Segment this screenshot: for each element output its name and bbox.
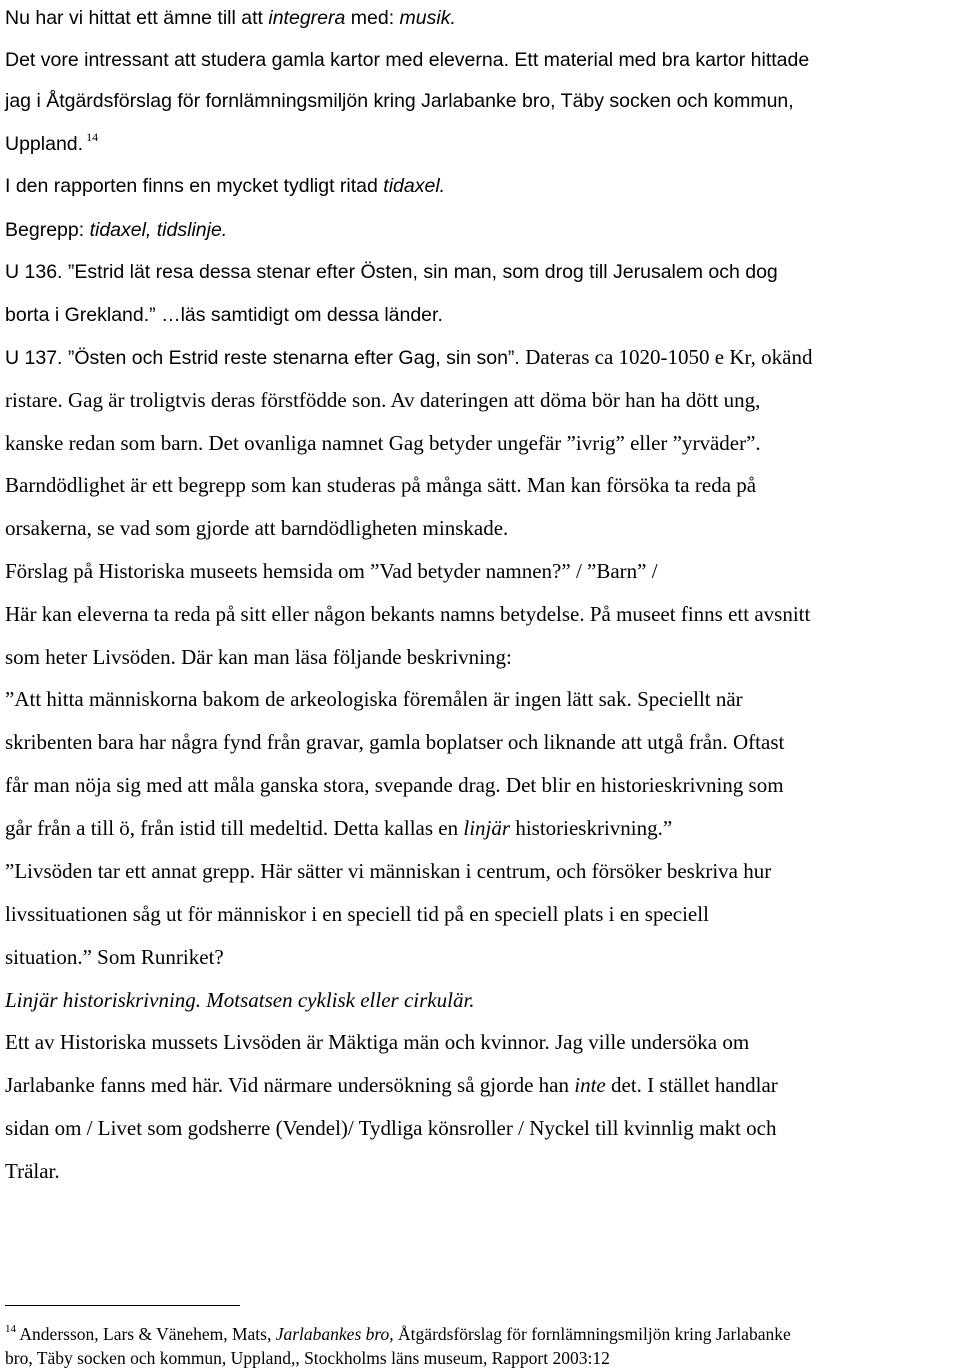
text-run: situation.” Som Runriket? — [5, 945, 224, 969]
text-run: sidan om / Livet som godsherre (Vendel)/ Tydliga könsroller / Nyckel till kvinnlig makt och — [5, 1116, 777, 1140]
text-line — [5, 172, 960, 199]
text-line — [5, 430, 960, 456]
text-run: ”Att hitta människorna bakom de arkeologiska föremålen är ingen lätt sak. Speciellt när — [5, 687, 743, 711]
text-line — [5, 515, 960, 541]
text-line — [5, 644, 960, 670]
text-line — [5, 258, 960, 285]
text-run: Det vore intressant att studera gamla kartor med eleverna. Ett material med bra kartor hittade — [5, 49, 810, 71]
text-line — [5, 130, 960, 157]
text-line — [5, 387, 960, 413]
text-line — [5, 344, 960, 371]
text-line — [5, 46, 960, 73]
italic-text: integrera — [268, 7, 346, 29]
text-line — [5, 772, 960, 798]
text-line — [5, 987, 960, 1013]
text-line — [5, 858, 960, 884]
text-run: får man nöja sig med att måla ganska stora, svepande drag. Det blir en historieskrivning som — [5, 773, 784, 797]
text-run: det. I stället handlar — [605, 1073, 778, 1097]
text-run: Uppland. — [5, 133, 84, 155]
footnote-line — [5, 1347, 956, 1369]
text-line — [5, 1115, 960, 1141]
text-run: Jarlabanke fanns med här. Vid närmare undersökning så gjorde han — [5, 1073, 575, 1097]
italic-text: linjär — [463, 816, 511, 840]
text-run: går från a till ö, från istid till medeltid. Detta kallas en — [5, 816, 464, 840]
text-line — [5, 729, 960, 755]
text-run: bro, Täby socken och kommun, Uppland,, Stockholms läns museum, Rapport 2003:12 — [5, 1348, 610, 1368]
text-line — [5, 686, 960, 712]
text-run: Barndödlighet är ett begrepp som kan studeras på många sätt. Man kan försöka ta reda på — [5, 473, 757, 497]
text-line — [5, 87, 960, 114]
italic-text: tidaxel. — [383, 175, 446, 197]
text-line — [5, 472, 960, 498]
text-run: Trälar. — [5, 1159, 60, 1183]
italic-text: musik. — [399, 7, 456, 29]
text-line — [5, 4, 960, 31]
text-run: kanske redan som barn. Det ovanliga namnet Gag betyder ungefär ”ivrig” eller ”yrväder”. — [5, 431, 761, 455]
text-line — [5, 901, 960, 927]
italic-text: tidaxel, tidslinje. — [89, 219, 228, 241]
text-run: orsakerna, se vad som gjorde att barndödligheten minskade. — [5, 516, 509, 540]
text-line — [5, 216, 960, 243]
text-run: borta i Grekland.” …läs samtidigt om dessa länder. — [5, 304, 443, 326]
text-line — [5, 558, 960, 584]
text-run: historieskrivning.” — [510, 816, 673, 840]
text-run: U 137. ”Östen och Estrid reste stenarna efter Gag, sin son”. — [5, 347, 526, 369]
text-run: med: — [345, 7, 400, 29]
footnote-line — [5, 1323, 956, 1345]
text-line — [5, 1029, 960, 1055]
footnote-separator — [5, 1305, 240, 1306]
text-line — [5, 301, 960, 328]
text-run: Ett av Historiska mussets Livsöden är Mäktiga män och kvinnor. Jag ville undersöka om — [5, 1030, 750, 1054]
italic-text: inte — [574, 1073, 606, 1097]
footnote-mark: 14 — [5, 1323, 16, 1335]
text-run: som heter Livsöden. Där kan man läsa följande beskrivning: — [5, 645, 512, 669]
text-run: Åtgärdsförslag för fornlämningsmiljön kring Jarlabanke — [393, 1324, 791, 1344]
italic-text: Linjär historiskrivning. Motsatsen cyklisk eller cirkulär. — [5, 988, 475, 1012]
text-line — [5, 1072, 960, 1098]
text-run: Andersson, Lars & Vänehem, Mats, — [16, 1324, 276, 1344]
text-run: Begrepp: — [5, 219, 90, 241]
text-run: Nu har vi hittat ett ämne till att — [5, 7, 269, 29]
text-run: U 136. ”Estrid lät resa dessa stenar efter Östen, sin man, som drog till Jerusalem och dog — [5, 261, 778, 283]
text-line — [5, 944, 960, 970]
text-run: Förslag på Historiska museets hemsida om ”Vad betyder namnen?” / ”Barn” / — [5, 559, 658, 583]
text-run: Här kan eleverna ta reda på sitt eller någon bekants namns betydelse. På museet finns ett avsnitt — [5, 602, 811, 626]
text-run: Dateras ca 1020-1050 e Kr, okänd — [525, 345, 813, 369]
footnote-reference: 14 — [83, 130, 99, 144]
italic-text: Jarlabankes bro, — [275, 1324, 394, 1344]
text-run: skribenten bara har några fynd från gravar, gamla boplatser och liknande att utgå från. Oftast — [5, 730, 785, 754]
text-run: I den rapporten finns en mycket tydligt ritad — [5, 175, 384, 197]
text-run: jag i Åtgärdsförslag för fornlämningsmiljön kring Jarlabanke bro, Täby socken och kommun, — [5, 90, 794, 112]
text-run: ”Livsöden tar ett annat grepp. Här sätter vi människan i centrum, och försöker beskriva hur — [5, 859, 772, 883]
text-line — [5, 815, 960, 841]
text-run: ristare. Gag är troligtvis deras förstfödde son. Av dateringen att döma bör han ha dött ung, — [5, 388, 761, 412]
text-line — [5, 1158, 960, 1184]
text-line — [5, 601, 960, 627]
text-run: livssituationen såg ut för människor i en speciell tid på en speciell plats i en speciell — [5, 902, 709, 926]
